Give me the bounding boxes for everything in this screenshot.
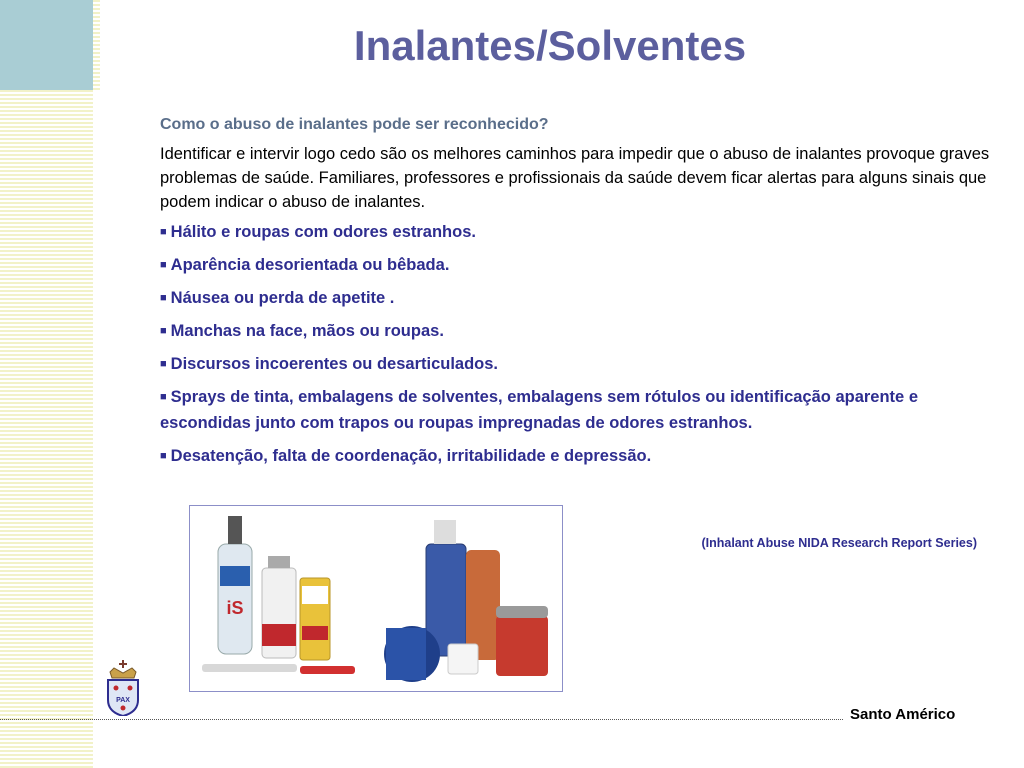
left-stripe-band bbox=[0, 90, 93, 768]
slide-content bbox=[160, 116, 990, 476]
footer-dotted-rule bbox=[0, 719, 843, 720]
svg-text:iS: iS bbox=[226, 598, 244, 618]
bullet-square-icon: ■ bbox=[160, 292, 167, 304]
corner-decoration bbox=[0, 0, 93, 90]
signs-list bbox=[160, 219, 990, 469]
list-item: ■ Desatenção, falta de coordenação, irritabilidade e depressão. bbox=[160, 447, 652, 465]
list-item: ■ Manchas na face, mãos ou roupas. bbox=[160, 322, 444, 340]
crest-text: PAX bbox=[116, 697, 130, 704]
list-item: ■ Náusea ou perda de apetite . bbox=[160, 289, 395, 307]
list-item: ■ Sprays de tinta, embalagens de solventes, embalagens sem rótulos ou identificação aparente e escondidas junto com trapos ou roupas impregnadas de odores estranhos. bbox=[160, 388, 918, 432]
source-caption: (Inhalant Abuse NIDA Research Report Series) bbox=[701, 536, 977, 550]
footer-school-name: Santo Américo bbox=[850, 706, 956, 723]
bullet-square-icon: ■ bbox=[160, 358, 167, 370]
list-item: ■ Discursos incoerentes ou desarticulados. bbox=[160, 355, 499, 373]
inhalant-products-photo bbox=[189, 505, 563, 692]
bullet-square-icon: ■ bbox=[160, 259, 167, 271]
slide-title: Inalantes/Solventes bbox=[353, 22, 747, 69]
photo-illustration bbox=[190, 506, 562, 691]
list-item: ■ Hálito e roupas com odores estranhos. bbox=[160, 223, 476, 241]
intro-paragraph: Identificar e intervir logo cedo são os melhores caminhos para impedir que o abuso de inalantes provoque graves problemas de saúde. Familiares, professores e profissionais da saúde devem ficar alertas para alguns sinais que podem indicar o abuso de inalantes. bbox=[160, 145, 990, 211]
bullet-square-icon: ■ bbox=[160, 226, 167, 238]
crest-icon bbox=[104, 660, 142, 716]
question-heading: Como o abuso de inalantes pode ser reconhecido? bbox=[160, 116, 549, 133]
list-item: ■ Aparência desorientada ou bêbada. bbox=[160, 256, 450, 274]
school-crest-logo bbox=[104, 660, 142, 716]
bullet-square-icon: ■ bbox=[160, 391, 167, 403]
bullet-square-icon: ■ bbox=[160, 450, 167, 462]
bullet-square-icon: ■ bbox=[160, 325, 167, 337]
